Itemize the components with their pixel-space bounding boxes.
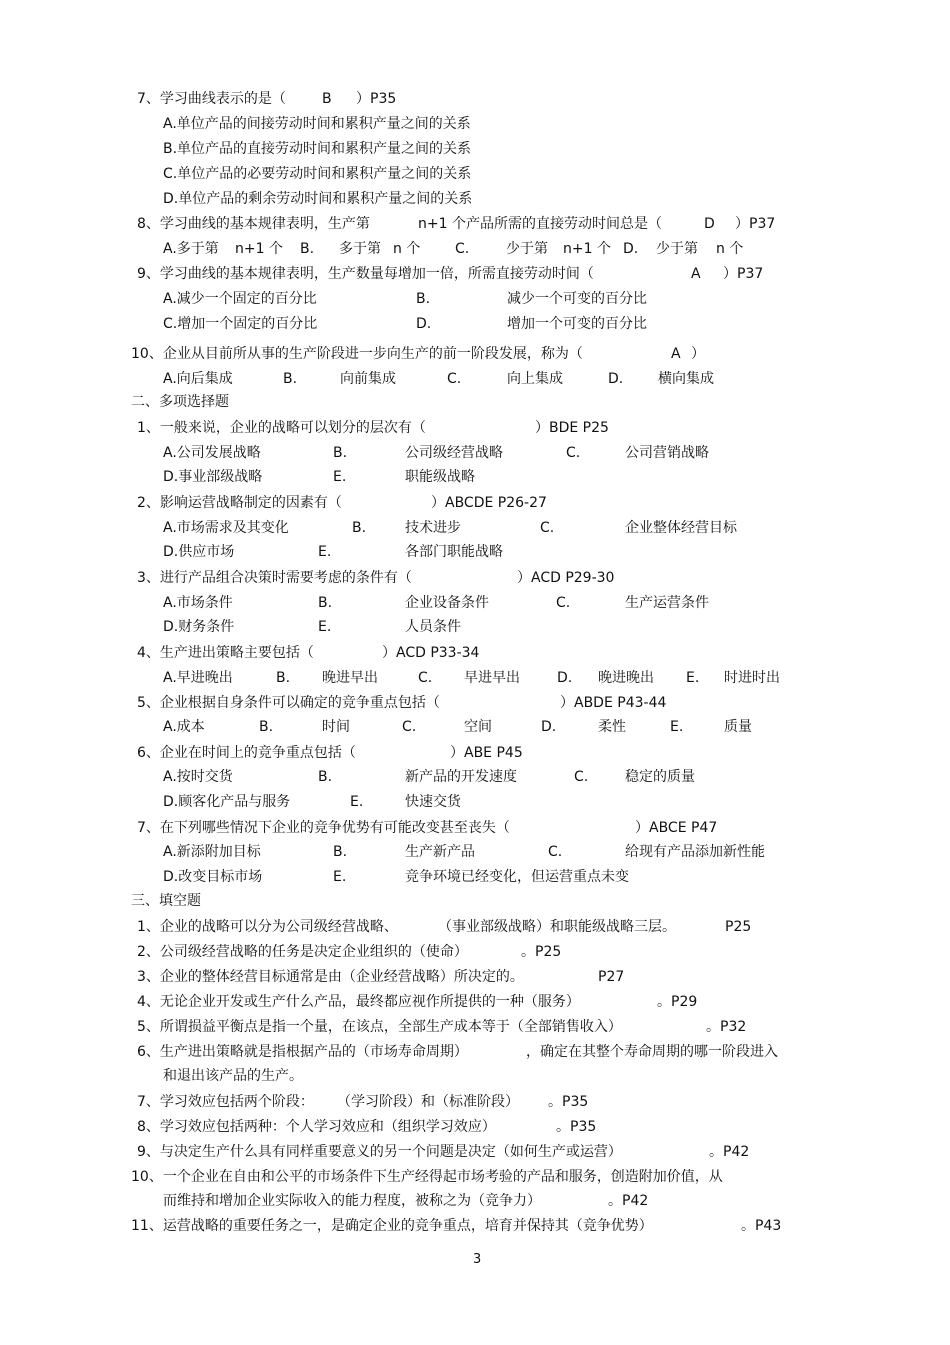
- text-line: [0, 1141, 950, 1163]
- text-segment: A.单位产品的间接劳动时间和累积产量之间的关系: [163, 116, 471, 132]
- text-segment: 6、生产进出策略就是指根据产品的（市场寿命周期）: [137, 1044, 468, 1060]
- text-segment: C.: [418, 670, 433, 686]
- text-segment: A: [691, 266, 701, 282]
- text-segment: D.事业部级战略: [163, 469, 263, 485]
- text-line: [0, 1065, 950, 1087]
- text-segment: A.向后集成: [163, 371, 233, 387]
- text-segment: 9、学习曲线的基本规律表明，生产数量每增加一倍，所需直接劳动时间（: [137, 266, 594, 282]
- text-segment: D.: [557, 670, 573, 686]
- text-segment: E.: [333, 869, 347, 885]
- text-segment: 减少一个可变的百分比: [507, 291, 647, 307]
- text-line: [0, 1016, 950, 1038]
- text-line: [0, 1091, 950, 1113]
- text-segment: B.: [333, 844, 348, 860]
- page-number: 3: [473, 1252, 482, 1267]
- text-segment: ）P37: [735, 216, 776, 232]
- text-segment: 3、企业的整体经营目标通常是由（企业经营战略）所决定的。: [137, 969, 524, 985]
- text-line: [0, 791, 950, 813]
- text-segment: 。P35: [548, 1094, 589, 1110]
- text-segment: n+1 个: [235, 241, 283, 257]
- text-segment: B.: [318, 769, 333, 785]
- text-line: [0, 238, 950, 260]
- text-segment: A.早进晚出: [163, 670, 233, 686]
- text-line: [0, 890, 950, 912]
- text-segment: 。P32: [706, 1019, 747, 1035]
- text-segment: 横向集成: [658, 371, 714, 387]
- text-segment: D: [704, 216, 715, 232]
- text-segment: A: [671, 346, 681, 362]
- text-line: [0, 1166, 950, 1188]
- text-segment: B.: [318, 595, 333, 611]
- text-segment: 少于第: [506, 241, 548, 257]
- text-segment: 1、企业的战略可以分为公司级经营战略、: [137, 919, 398, 935]
- text-segment: 。P29: [657, 994, 698, 1010]
- text-segment: 。P43: [741, 1218, 782, 1234]
- text-segment: C.: [556, 595, 571, 611]
- text-line: [0, 368, 950, 390]
- text-segment: 三、填空题: [131, 893, 201, 909]
- text-segment: ）P35: [356, 91, 397, 107]
- text-segment: A.按时交货: [163, 769, 233, 785]
- text-line: [0, 642, 950, 664]
- text-segment: （学习阶段）和（标准阶段）: [337, 1094, 519, 1110]
- text-line: [0, 716, 950, 738]
- text-segment: B.: [300, 241, 315, 257]
- text-segment: D.财务条件: [163, 619, 235, 635]
- text-segment: 早进早出: [464, 670, 520, 686]
- text-segment: 人员条件: [405, 619, 461, 635]
- text-segment: C.: [574, 769, 589, 785]
- text-segment: 而维持和增加企业实际收入的能力程度，被称之为（竞争力）: [163, 1193, 541, 1209]
- text-segment: 2、影响运营战略制定的因素有（: [137, 495, 342, 511]
- text-segment: 生产新产品: [405, 844, 475, 860]
- text-segment: 质量: [724, 719, 752, 735]
- text-line: [0, 1190, 950, 1212]
- text-segment: 。P42: [709, 1144, 750, 1160]
- text-line: [0, 313, 950, 335]
- text-line: [0, 991, 950, 1013]
- text-segment: 公司营销战略: [625, 445, 709, 461]
- text-segment: 7、学习曲线表示的是（: [137, 91, 286, 107]
- text-segment: 生产运营条件: [625, 595, 709, 611]
- text-segment: D.: [541, 719, 557, 735]
- text-line: [0, 1116, 950, 1138]
- text-segment: A.市场条件: [163, 595, 233, 611]
- text-segment: A.市场需求及其变化: [163, 520, 289, 536]
- text-segment: 晚进晚出: [598, 670, 654, 686]
- text-segment: C.: [455, 241, 470, 257]
- text-segment: 晚进早出: [322, 670, 378, 686]
- text-segment: 时间: [322, 719, 350, 735]
- text-segment: 各部门职能战略: [405, 544, 503, 560]
- text-segment: A.减少一个固定的百分比: [163, 291, 317, 307]
- text-line: [0, 916, 950, 938]
- text-segment: ）ABDE P43-44: [560, 695, 667, 711]
- text-segment: ）: [691, 346, 705, 362]
- text-segment: 。P42: [608, 1193, 649, 1209]
- text-segment: （事业部级战略）和职能级战略三层。: [438, 919, 676, 935]
- text-segment: ）P37: [723, 266, 764, 282]
- text-segment: B.: [259, 719, 274, 735]
- text-segment: D.: [608, 371, 624, 387]
- text-segment: 增加一个可变的百分比: [507, 316, 647, 332]
- text-line: [0, 766, 950, 788]
- text-segment: A.公司发展战略: [163, 445, 261, 461]
- text-line: [0, 213, 950, 235]
- text-line: [0, 517, 950, 539]
- text-segment: P27: [598, 969, 625, 985]
- text-segment: 职能级战略: [405, 469, 475, 485]
- text-segment: 空间: [464, 719, 492, 735]
- text-segment: C.: [540, 520, 555, 536]
- text-segment: 向上集成: [507, 371, 563, 387]
- text-segment: 给现有产品添加新性能: [625, 844, 765, 860]
- text-segment: B.: [283, 371, 298, 387]
- text-line: [0, 742, 950, 764]
- text-segment: D.: [623, 241, 639, 257]
- text-segment: 竞争环境已经变化，但运营重点未变: [405, 869, 629, 885]
- text-line: [0, 817, 950, 839]
- text-segment: 9、与决定生产什么具有同样重要意义的另一个问题是决定（如何生产或运营）: [137, 1144, 622, 1160]
- text-line: [0, 616, 950, 638]
- text-line: [0, 343, 950, 365]
- text-segment: 企业整体经营目标: [625, 520, 737, 536]
- text-segment: 4、无论企业开发或生产什么产品，最终都应视作所提供的一种（服务）: [137, 994, 580, 1010]
- text-line: [0, 442, 950, 464]
- text-segment: 新产品的开发速度: [405, 769, 517, 785]
- text-line: [0, 263, 950, 285]
- text-segment: 。P25: [521, 944, 562, 960]
- text-segment: n 个: [393, 241, 421, 257]
- text-line: [0, 692, 950, 714]
- text-line: [0, 541, 950, 563]
- text-segment: B: [322, 91, 332, 107]
- text-segment: 8、学习曲线的基本规律表明，生产第: [137, 216, 370, 232]
- text-line: [0, 966, 950, 988]
- text-line: [0, 288, 950, 310]
- text-segment: 时进时出: [724, 670, 780, 686]
- text-line: [0, 866, 950, 888]
- text-line: [0, 1215, 950, 1237]
- text-segment: C.: [548, 844, 563, 860]
- text-segment: A.成本: [163, 719, 205, 735]
- text-segment: A.新添附加目标: [163, 844, 261, 860]
- text-segment: 3、进行产品组合决策时需要考虑的条件有（: [137, 570, 412, 586]
- text-segment: 企业设备条件: [405, 595, 489, 611]
- text-segment: 技术进步: [405, 520, 461, 536]
- text-segment: ）ACD P29-30: [517, 570, 615, 586]
- text-segment: 柔性: [598, 719, 626, 735]
- text-segment: 11、运营战略的重要任务之一，是确定企业的竞争重点，培育并保持其（竞争优势）: [131, 1218, 653, 1234]
- text-segment: 7、在下列哪些情况下企业的竞争优势有可能改变甚至丧失（: [137, 820, 510, 836]
- text-segment: E.: [318, 544, 332, 560]
- text-segment: 2、公司级经营战略的任务是决定企业组织的（使命）: [137, 944, 468, 960]
- text-segment: D.供应市场: [163, 544, 235, 560]
- text-segment: ）ACD P33-34: [382, 645, 480, 661]
- text-segment: 4、生产进出策略主要包括（: [137, 645, 314, 661]
- text-segment: 10、一个企业在自由和公平的市场条件下生产经得起市场考验的产品和服务，创造附加价值，从: [131, 1169, 723, 1185]
- text-line: [0, 941, 950, 963]
- text-segment: A.多于第: [163, 241, 219, 257]
- text-line: [0, 188, 950, 210]
- text-line: [0, 163, 950, 185]
- text-line: [0, 841, 950, 863]
- text-segment: ，确定在其整个寿命周期的哪一阶段进入: [526, 1044, 778, 1060]
- text-line: [0, 391, 950, 413]
- text-segment: C.: [447, 371, 462, 387]
- text-segment: 1、一般来说，企业的战略可以划分的层次有（: [137, 420, 426, 436]
- text-segment: ）ABCDE P26-27: [431, 495, 547, 511]
- text-segment: 多于第: [339, 241, 381, 257]
- text-line: [0, 1041, 950, 1063]
- text-segment: ）ABCE P47: [635, 820, 718, 836]
- text-segment: E.: [318, 619, 332, 635]
- text-segment: n+1 个: [563, 241, 611, 257]
- text-segment: B.单位产品的直接劳动时间和累积产量之间的关系: [163, 141, 472, 157]
- text-line: [0, 567, 950, 589]
- text-segment: C.: [566, 445, 581, 461]
- text-segment: 二、多项选择题: [131, 394, 229, 410]
- text-segment: B.: [416, 291, 431, 307]
- text-segment: E.: [670, 719, 684, 735]
- text-segment: 5、企业根据自身条件可以确定的竞争重点包括（: [137, 695, 440, 711]
- text-segment: 和退出该产品的生产。: [163, 1068, 303, 1084]
- text-line: [0, 88, 950, 110]
- text-segment: ）BDE P25: [535, 420, 609, 436]
- text-segment: 公司级经营战略: [405, 445, 503, 461]
- text-segment: D.单位产品的剩余劳动时间和累积产量之间的关系: [163, 191, 473, 207]
- text-segment: 7、学习效应包括两个阶段：: [137, 1094, 314, 1110]
- text-segment: E.: [333, 469, 347, 485]
- text-segment: B.: [276, 670, 291, 686]
- text-line: [0, 113, 950, 135]
- text-segment: 8、学习效应包括两种：个人学习效应和（组织学习效应）: [137, 1119, 496, 1135]
- text-segment: 向前集成: [340, 371, 396, 387]
- text-segment: D.: [416, 316, 432, 332]
- text-line: [0, 417, 950, 439]
- text-segment: 稳定的质量: [625, 769, 695, 785]
- text-line: [0, 466, 950, 488]
- text-segment: P25: [725, 919, 752, 935]
- text-segment: 5、所谓损益平衡点是指一个量，在该点，全部生产成本等于（全部销售收入）: [137, 1019, 622, 1035]
- text-segment: n 个: [716, 241, 744, 257]
- text-segment: 少于第: [656, 241, 698, 257]
- text-segment: ）ABE P45: [450, 745, 523, 761]
- text-segment: C.: [402, 719, 417, 735]
- text-segment: E.: [350, 794, 364, 810]
- text-segment: C.增加一个固定的百分比: [163, 316, 318, 332]
- text-segment: E.: [686, 670, 700, 686]
- text-segment: n+1 个产品所需的直接劳动时间总是（: [418, 216, 662, 232]
- text-segment: D.顾客化产品与服务: [163, 794, 291, 810]
- text-segment: D.改变目标市场: [163, 869, 263, 885]
- text-segment: 6、企业在时间上的竞争重点包括（: [137, 745, 356, 761]
- text-segment: 快速交货: [405, 794, 461, 810]
- text-segment: B.: [352, 520, 367, 536]
- text-segment: C.单位产品的必要劳动时间和累积产量之间的关系: [163, 166, 472, 182]
- text-line: [0, 492, 950, 514]
- text-line: [0, 667, 950, 689]
- text-segment: 10、企业从目前所从事的生产阶段进一步向生产的前一阶段发展，称为（: [131, 346, 583, 362]
- text-segment: B.: [333, 445, 348, 461]
- text-line: [0, 138, 950, 160]
- text-segment: 。P35: [556, 1119, 597, 1135]
- text-line: [0, 592, 950, 614]
